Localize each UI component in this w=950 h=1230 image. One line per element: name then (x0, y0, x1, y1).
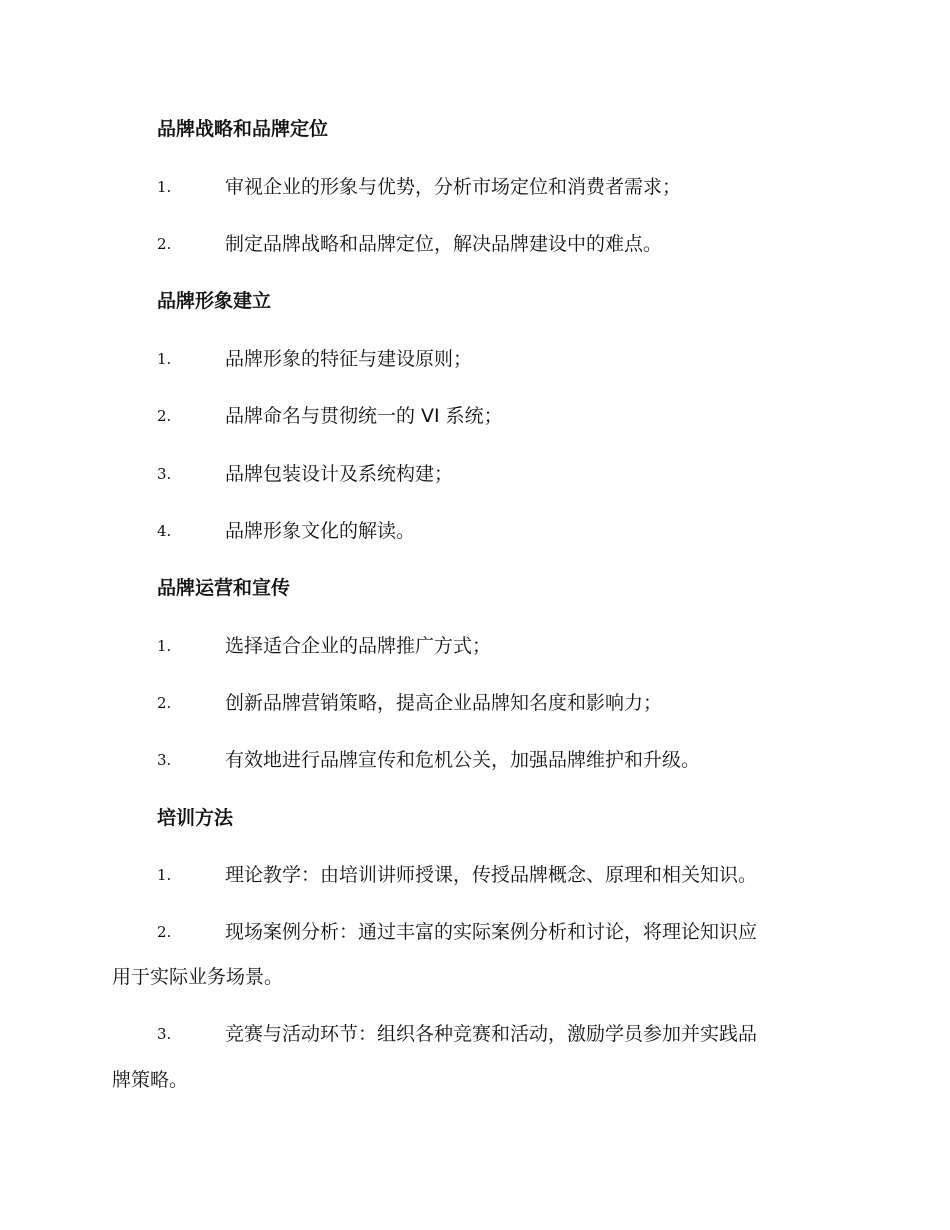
list-text: 选择适合企业的品牌推广方式； (225, 635, 492, 657)
list-text: 品牌包装设计及系统构建； (225, 463, 454, 485)
list-number: 1. (157, 637, 172, 655)
list-text: 理论教学：由培训讲师授课，传授品牌概念、原理和相关知识。 (225, 864, 758, 886)
list-text: 有效地进行品牌宣传和危机公关，加强品牌维护和升级。 (225, 749, 701, 771)
section-heading: 品牌运营和宣传 (157, 577, 291, 599)
list-number: 1. (157, 350, 172, 368)
list-text: 创新品牌营销策略，提高企业品牌知名度和影响力； (225, 692, 663, 714)
list-number: 2. (157, 235, 172, 253)
list-number: 4. (157, 522, 172, 540)
list-number: 1. (157, 178, 172, 196)
list-text-continuation: 用于实际业务场景。 (112, 966, 284, 988)
list-text: 竞赛与活动环节：组织各种竞赛和活动，激励学员参加并实践品 (225, 1023, 758, 1045)
list-number: 1. (157, 866, 172, 884)
list-number: 3. (157, 1025, 172, 1043)
list-number: 3. (157, 751, 172, 769)
list-text: 现场案例分析：通过丰富的实际案例分析和讨论，将理论知识应 (225, 921, 758, 943)
section-heading: 培训方法 (157, 807, 234, 829)
list-number: 3. (157, 465, 172, 483)
section-heading: 品牌形象建立 (157, 290, 272, 312)
list-text: 品牌命名与贯彻统一的 VI 系统； (225, 405, 503, 427)
list-number: 2. (157, 923, 172, 941)
list-text: 品牌形象的特征与建设原则； (225, 348, 473, 370)
list-number: 2. (157, 694, 172, 712)
list-text: 审视企业的形象与优势，分析市场定位和消费者需求； (225, 176, 682, 198)
list-text-continuation: 牌策略。 (112, 1069, 189, 1091)
list-text: 品牌形象文化的解读。 (225, 520, 416, 542)
list-number: 2. (157, 407, 172, 425)
section-heading: 品牌战略和品牌定位 (157, 118, 329, 140)
list-text: 制定品牌战略和品牌定位，解决品牌建设中的难点。 (225, 233, 663, 255)
